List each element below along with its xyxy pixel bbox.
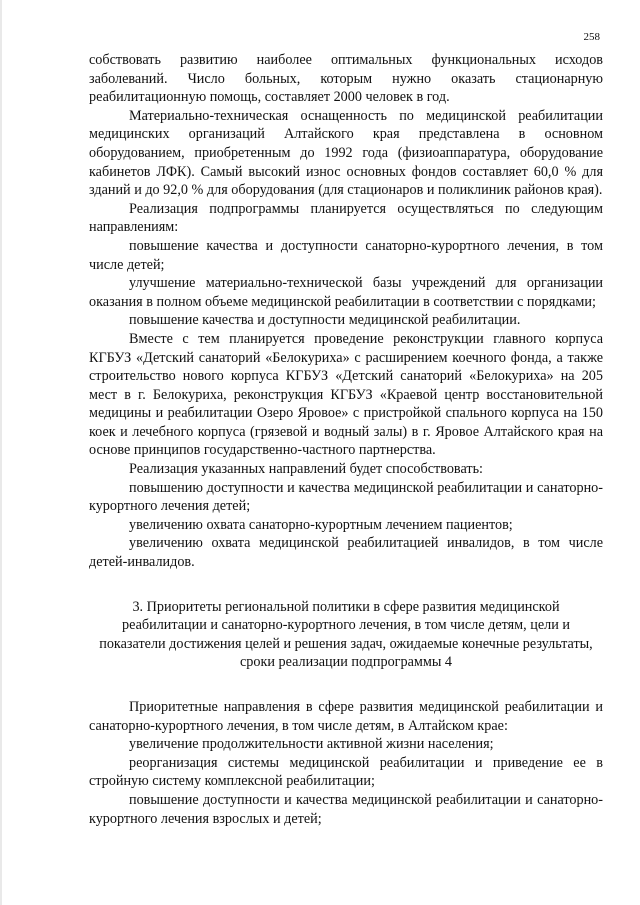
section-heading: 3. Приоритеты региональной политики в сфере развития медицинской реабилитации и санаторно-курортного лечения, в том числе детям, цели и показатели достижения целей и решения задач, ожидаемые конечные результаты, сроки реализации подпрограммы 4 bbox=[99, 598, 593, 671]
paragraph-outcomes-intro: Реализация указанных направлений будет способствовать: bbox=[129, 461, 483, 478]
paragraph-priorities-intro: Приоритетные направления в сфере развития медицинской реабилитации и санаторно-курортного лечения, в том числе детям, в Алтайском крае: bbox=[89, 699, 603, 734]
page-content bbox=[89, 51, 603, 828]
paragraph-reconstruction: Вместе с тем планируется проведение реконструкции главного корпуса КГБУЗ «Детский санаторий «Белокуриха» с расширением коечного фонда, а также строительство нового корпуса КГБУЗ «Детский санаторий «Белокуриха» на 205 мест в г. Белокуриха, реконструкция КГБУЗ «Краевой центр восстановительной медицины и реабилитации Озеро Яровое» с пристройкой спального корпуса на 150 коек и лечебного корпуса (грязевой и водный залы) в г. Яровое Алтайского края на основе принципов государственно-частного партнерства. bbox=[89, 330, 603, 459]
list-item-outcome: увеличению охвата санаторно-курортным лечением пациентов; bbox=[129, 516, 513, 533]
list-item-outcome: повышению доступности и качества медицинской реабилитации и санаторно-курортного лечения детей; bbox=[89, 479, 603, 515]
list-item-priority: повышение доступности и качества медицинской реабилитации и санаторно-курортного лечения взрослых и детей; bbox=[89, 791, 603, 827]
paragraph-continuation: собствовать развитию наиболее оптимальных функциональных исходов заболеваний. Число больных, которым нужно оказать стационарную реабилитационную помощь, составляет 2000 человек в год. bbox=[89, 52, 603, 106]
list-item-direction: повышение качества и доступности медицинской реабилитации. bbox=[129, 312, 521, 329]
list-item-priority: увеличение продолжительности активной жизни населения; bbox=[129, 736, 494, 753]
list-item-outcome: увеличению охвата медицинской реабилитацией инвалидов, в том числе детей-инвалидов. bbox=[89, 535, 603, 571]
paragraph-directions-intro: Реализация подпрограммы планируется осуществляться по следующим направлениям: bbox=[89, 200, 603, 236]
paragraph-equipment: Материально-техническая оснащенность по медицинской реабилитации медицинских организаций Алтайского края представлена в основном оборудованием, приобретенным до 1992 года (физиоаппаратура, оборудование кабинетов ЛФК). Самый высокий износ основных фондов составляет 60,0 % для зданий и до 92,0 % для оборудования (для стационаров и поликлиник районов края). bbox=[89, 107, 603, 199]
list-item-priority: реорганизация системы медицинской реабилитации и приведение ее в стройную систему комплексной реабилитации; bbox=[89, 754, 603, 790]
list-item-direction: улучшение материально-технической базы учреждений для организации оказания в полном объеме медицинской реабилитации в соответствии с порядками; bbox=[89, 275, 603, 310]
page-number: 258 bbox=[583, 31, 600, 43]
list-item-direction: повышение качества и доступности санаторно-курортного лечения, в том числе детей; bbox=[89, 237, 603, 273]
